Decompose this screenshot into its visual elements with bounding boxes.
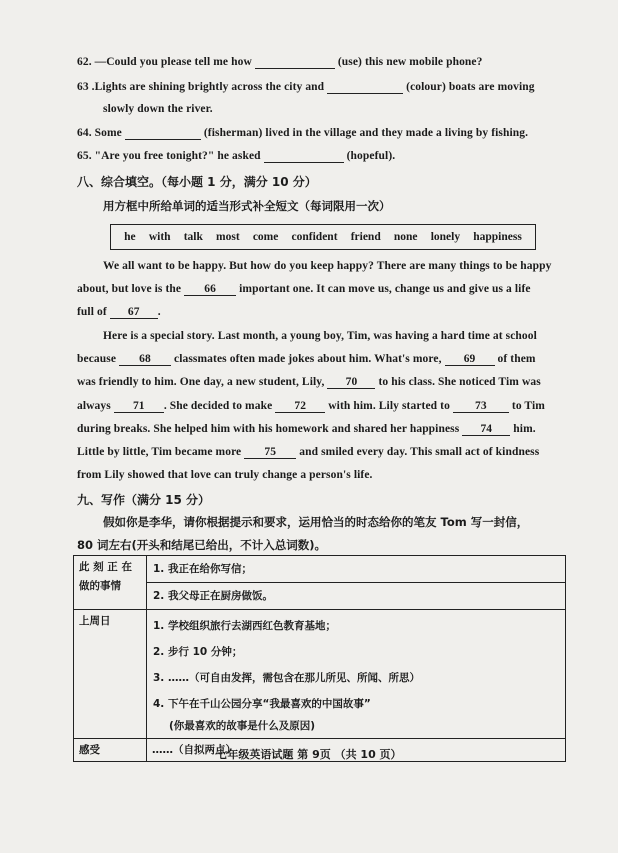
passage-line (77, 306, 161, 319)
passage-line: We all want to be happy. But how do you keep happy? There are many things to be happy (103, 260, 552, 272)
passage-line (77, 423, 536, 436)
passage-text: full of (77, 306, 107, 318)
q64-text: 64. Some (77, 127, 122, 139)
question-65 (77, 150, 395, 163)
passage-text: to Tim (511, 400, 545, 412)
passage-text: . (157, 306, 161, 318)
passage-line (77, 400, 545, 413)
writing-outline-table (73, 555, 566, 762)
q62-blank[interactable] (255, 56, 335, 69)
passage-text: of them (497, 353, 536, 365)
outline-item: 2. 我父母正在厨房做饭。 (153, 590, 273, 602)
outline-sunday-cell (147, 610, 566, 739)
passage-text: and smiled every day. This small act of kindness (299, 446, 540, 458)
blank-68[interactable]: 68 (119, 353, 171, 366)
passage-text: about, but love is the (77, 283, 182, 295)
passage-text: to his class. She noticed Tim was (378, 376, 541, 388)
passage-line (77, 283, 531, 296)
blank-70[interactable]: 70 (327, 376, 375, 389)
outline-label-feel: 感受 (74, 739, 147, 762)
word-bank-item: confident (291, 231, 338, 243)
section-9-title: 九、写作（满分 15 分） (77, 493, 211, 507)
question-63 (77, 81, 535, 94)
passage-line (77, 446, 539, 459)
passage-text: during breaks. She helped him with his homework and shared her happiness (77, 423, 460, 435)
question-62 (77, 56, 482, 69)
outline-label-now (74, 556, 147, 610)
q64-blank[interactable] (125, 127, 201, 140)
passage-text: because (77, 353, 117, 365)
passage-text: important one. It can move us, change us and give us a life (239, 283, 531, 295)
outline-label-text: 此 刻 正 在 (79, 561, 132, 573)
writing-prompt: 假如你是李华，请你根据提示和要求，运用恰当的时态给你的笔友 Tom 写一封信， (103, 515, 529, 529)
outline-label-text: 做的事情 (79, 580, 121, 592)
passage-text: with him. Lily started to (328, 400, 450, 412)
blank-72[interactable]: 72 (275, 400, 325, 413)
passage-line (77, 353, 536, 366)
passage-line (77, 376, 541, 389)
q65-blank[interactable] (264, 150, 344, 163)
word-bank-box (110, 224, 536, 250)
outline-item: 3. ……（可自由发挥，需包含在那儿所见、所闻、所思） (153, 672, 420, 684)
passage-text: classmates often made jokes about him. What's more, (174, 353, 442, 365)
outline-item: 2. 步行 10 分钟； (153, 646, 243, 658)
word-bank-item: with (148, 231, 171, 243)
blank-73[interactable]: 73 (453, 400, 509, 413)
q63-hint: (colour) boats are moving (406, 81, 535, 93)
passage-text: Little by little, Tim became more (77, 446, 242, 458)
outline-feel-cell: ……（自拟两点） (147, 739, 566, 762)
q63-continuation: slowly down the river. (103, 103, 213, 115)
passage-text: was friendly to him. One day, a new student, Lily, (77, 376, 325, 388)
word-bank-item: none (393, 231, 418, 243)
q62-text: 62. —Could you please tell me how (77, 56, 252, 68)
outline-now-cell (147, 556, 566, 610)
word-bank-item: come (252, 231, 279, 243)
word-bank-item: he (124, 231, 136, 243)
blank-71[interactable]: 71 (114, 400, 164, 413)
blank-67[interactable]: 67 (110, 306, 158, 319)
word-bank-item: happiness (473, 231, 522, 243)
outline-note: (你最喜欢的故事是什么及原因) (169, 720, 316, 732)
outline-item: 4. 下午在千山公园分享“我最喜欢的中国故事” (153, 698, 371, 710)
outline-item: 1. 我正在给你写信； (147, 556, 565, 583)
q64-hint: (fisherman) lived in the village and they made a living by fishing. (203, 127, 529, 139)
word-bank-item: most (216, 231, 240, 243)
q62-hint: (use) this new mobile phone? (337, 56, 483, 68)
blank-74[interactable]: 74 (462, 423, 510, 436)
question-64 (77, 127, 528, 140)
passage-line: from Lily showed that love can truly change a person's life. (77, 469, 373, 481)
passage-text: him. (513, 423, 536, 435)
q63-blank[interactable] (327, 81, 403, 94)
section-8-title: 八、综合填空。（每小题 1 分，满分 10 分） (77, 175, 317, 189)
q65-text: 65. "Are you free tonight?" he asked (77, 150, 261, 162)
page-footer: 七年级英语试题 第 9页 （共 10 页） (216, 748, 402, 761)
outline-label-sunday: 上周日 (74, 610, 147, 739)
word-bank-item: lonely (430, 231, 461, 243)
blank-75[interactable]: 75 (244, 446, 296, 459)
q65-hint: (hopeful). (346, 150, 396, 162)
outline-item: 1. 学校组织旅行去湖西红色教育基地； (153, 620, 336, 632)
word-bank-item: friend (350, 231, 381, 243)
section-8-instruction: 用方框中所给单词的适当形式补全短文（每词限用一次） (103, 199, 391, 213)
blank-66[interactable]: 66 (184, 283, 236, 296)
passage-text: . She decided to make (163, 400, 273, 412)
writing-prompt-cont: 80 词左右(开头和结尾已给出，不计入总词数)。 (77, 538, 327, 552)
passage-text: always (77, 400, 111, 412)
word-bank-item: talk (183, 231, 203, 243)
blank-69[interactable]: 69 (445, 353, 495, 366)
passage-line: Here is a special story. Last month, a young boy, Tim, was having a hard time at school (103, 330, 537, 342)
q63-text: 63 .Lights are shining brightly across the city and (77, 81, 325, 93)
